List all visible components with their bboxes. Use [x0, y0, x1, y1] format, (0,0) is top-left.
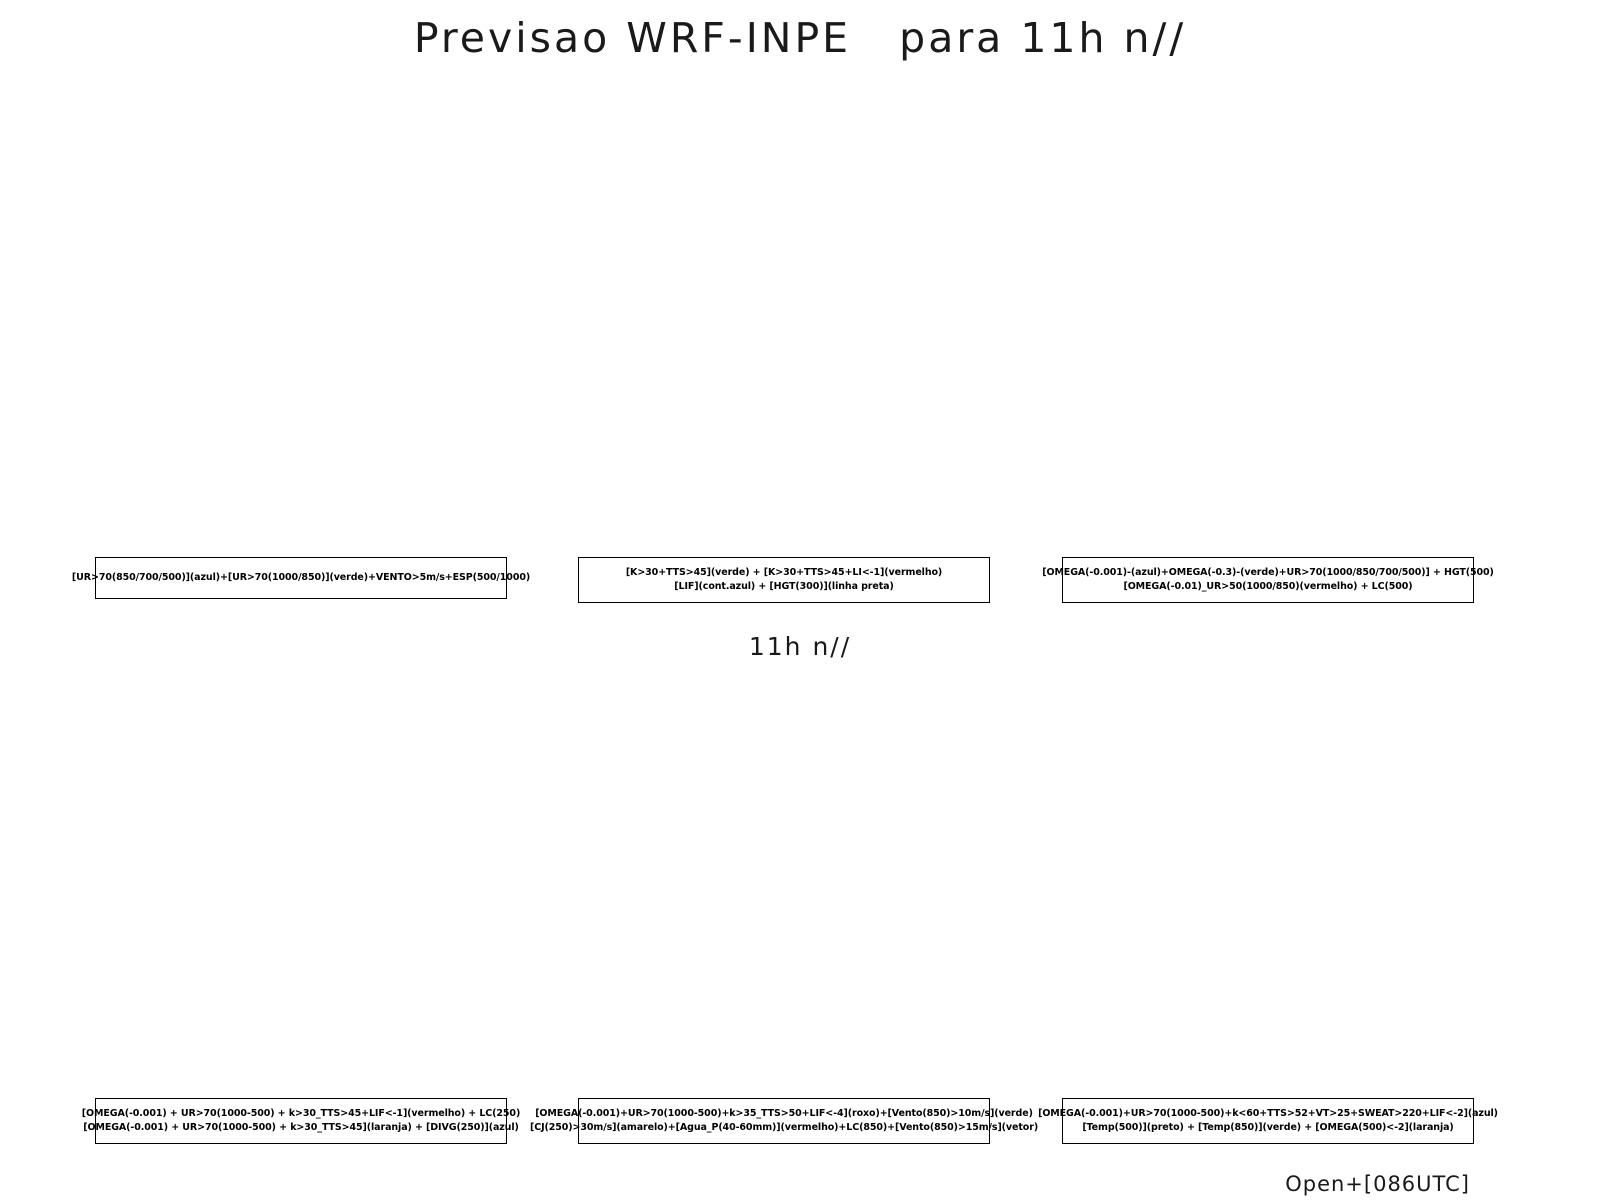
legend-box-top-left	[71, 557, 531, 599]
page-subtitle: 11h n//	[748, 632, 852, 661]
legend-line: [OMEGA(-0.001)+UR>70(1000-500)+k<60+TTS>52+VT>25+SWEAT>220+LIF<-2](azul)	[1038, 1108, 1498, 1120]
legend-line: [OMEGA(-0.001)+UR>70(1000-500)+k>35_TTS>50+LIF<-4](roxo)+[Vento(850)>10m/s](verde)	[535, 1108, 1033, 1120]
legend-line: [OMEGA(-0.01)_UR>50(1000/850)(vermelho) + LC(500)	[1123, 581, 1413, 592]
legend-box-top-right	[1042, 557, 1494, 603]
legend-line: [K>30+TTS>45](verde) + [K>30+TTS>45+LI<-1](vermelho)	[625, 567, 943, 579]
legend-line: [OMEGA(-0.001)-(azul)+OMEGA(-0.3)-(verde)+UR>70(1000/850/700/500)] + HGT(500)	[1042, 567, 1494, 579]
legend-line: [OMEGA(-0.001) + UR>70(1000-500) + k>30_TTS>45+LIF<-1](vermelho) + LC(250)	[81, 1108, 521, 1120]
legend-line: [CJ(250)>30m/s](amarelo)+[Agua_P(40-60mm)](vermelho)+LC(850)+[Vento(850)>15m/s](vetor)	[529, 1122, 1039, 1133]
legend-box-top-center	[578, 557, 990, 603]
legend-line: [OMEGA(-0.001) + UR>70(1000-500) + k>30_TTS>45](laranja) + [DIVG(250)](azul)	[83, 1122, 519, 1133]
legend-line: [Temp(500)](preto) + [Temp(850)](verde) + [OMEGA(500)<-2](laranja)	[1082, 1122, 1454, 1133]
legend-box-bottom-center	[529, 1098, 1039, 1144]
legend-line: [UR>70(850/700/500)](azul)+[UR>70(1000/850)](verde)+VENTO>5m/s+ESP(500/1000)	[71, 572, 531, 584]
legend-box-bottom-right	[1038, 1098, 1498, 1144]
legend-box-bottom-left	[81, 1098, 521, 1144]
legend-line: [LIF](cont.azul) + [HGT(300)](linha preta)	[674, 581, 894, 592]
footer-timestamp: Open+[086UTC]	[1285, 1172, 1470, 1196]
page-title: Previsao WRF-INPE para 11h n//	[413, 14, 1187, 62]
